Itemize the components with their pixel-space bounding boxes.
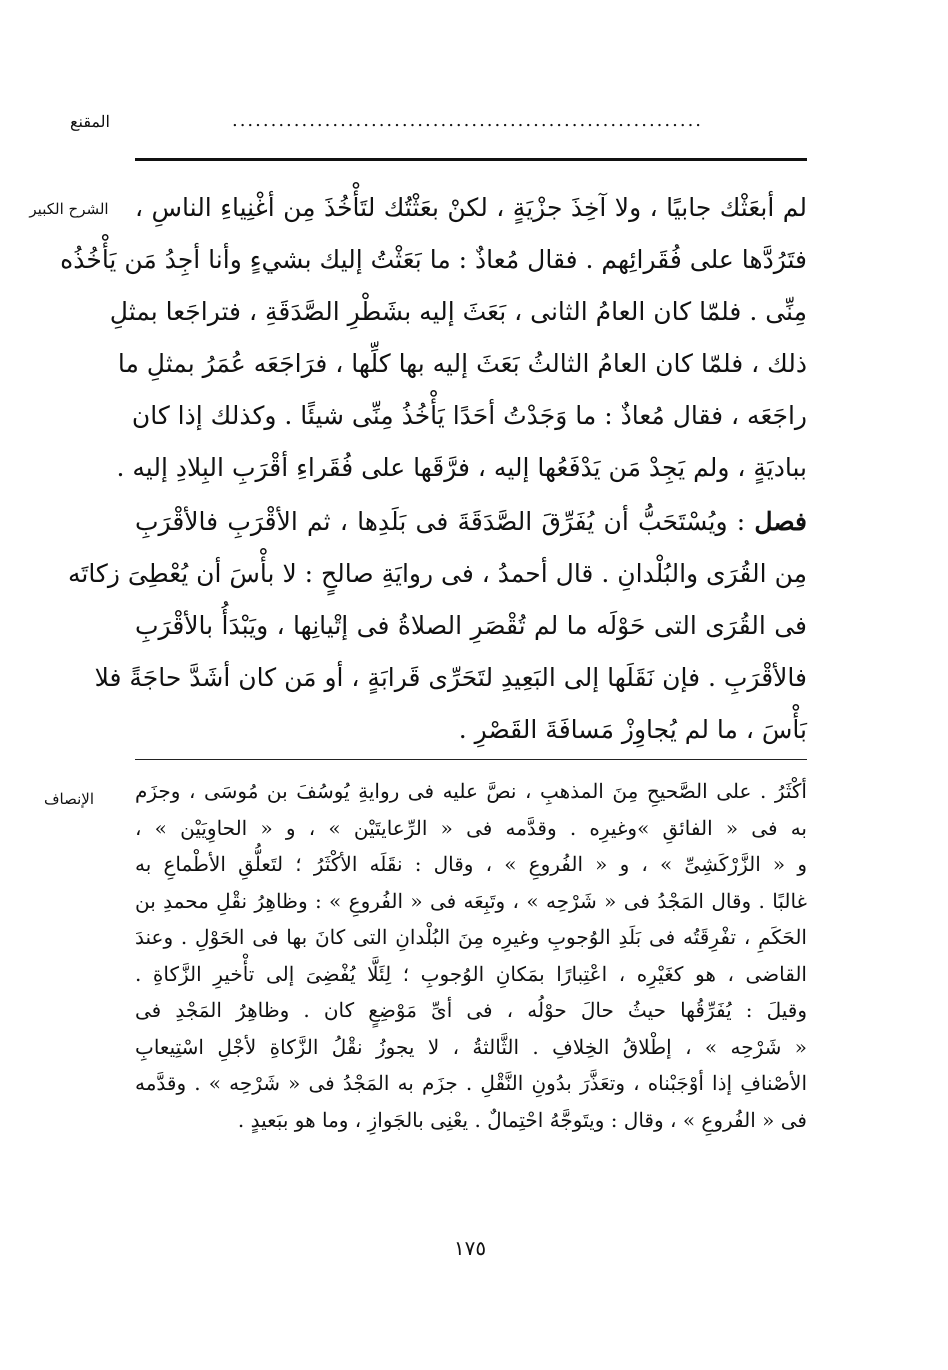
text-line: ذلك ، فلمّا كان العامُ الثالثُ بَعَثَ إليه بها كلِّها ، فرَاجَعَه عُمَرُ بمثلِ ما	[117, 349, 807, 378]
text-line: فتَرُدَّها على فُقَرائِهم . فقال مُعاذٌ : ما بَعَثْتُ إليك بشيءٍ وأنا أجِدُ مَن يَأْخُذُه	[60, 245, 807, 274]
footnote-line: الأصْنافِ إذا أوْجَبْناه ، وتعَذَّرَ بدُونِ النَّقْلِ . جزَم به المَجْدُ فى « شَرْحِه » . وقدَّمه	[135, 1071, 807, 1095]
section-divider	[135, 759, 807, 760]
side-label-insaf: الإنصاف	[43, 790, 95, 808]
text-line: بَأْسَ ، ما لم يُجاوِزْ مَسافَةَ القَصْرِ .	[458, 715, 807, 744]
header-rule	[135, 158, 807, 161]
footnote-line: به فى « الفائقِ »وغيرِه . وقدَّمه فى « الرِّعايتَيْن » ، و « الحاوِيَيْن » ،	[135, 815, 807, 840]
footnote-line: فى « الفُروعِ » ، وقال : ويتَوجَّهُ احْتِمالٌ . يعْنِى بالجَوازِ ، وما هو ببَعيدٍ .	[237, 1107, 807, 1132]
footnote-text	[135, 773, 807, 1138]
fasl-heading: فصل	[754, 507, 807, 536]
page-number: ١٧٥	[453, 1236, 487, 1260]
footnote-line: و « الزَّرْكَشِىِّ » ، و « الفُروعِ » ، وقال : نقَلَه الأكْثَرُ ؛ لتَعلُّقِ الأطْماعِ به	[135, 852, 807, 876]
text-line: لم أبعَثْك جابيًا ، ولا آخِذَ جزْيَةٍ ، لكنْ بعَثْتُك لتَأْخُذَ مِن أغْنِياءِ الناسِ ،	[135, 193, 807, 222]
footnote-line: وقيلَ : يُفَرِّقُها حيثُ حالَ حوْلُه ، فى أىِّ مَوْضِعٍ كان . وظاهِرُ المَجْدِ فى	[135, 998, 807, 1022]
text-line: فالأقْرَبِ . فإن نَقَلَها إلى البَعِيدِ لتَحَرِّى قَرابَةٍ ، أو مَن كان أشَدَّ حاجَةً فلا	[94, 663, 807, 692]
fasl-first-line: : ويُسْتَحَبُّ أن يُفَرِّقَ الصَّدَقَةَ فى بَلَدِها ، ثم الأقْرَبِ فالأقْرَبِ	[135, 507, 755, 536]
header-dotted-leader: .............................................................	[231, 110, 704, 131]
side-label-sharh: الشرح الكبير	[29, 200, 109, 218]
footnote-line: أكْثَرُ . على الصَّحيحِ مِنَ المذهبِ ، نصَّ عليه فى روايةِ يُوسُفَ بن مُوسَى ، وجزَم	[135, 779, 807, 803]
text-line: بباديَةٍ ، ولم يَجِدْ مَن يَدْفَعُها إليه ، فرَّقَها على فُقَراءِ أقْرَبِ البِلادِ إليه .	[116, 453, 807, 482]
text-line: مِن القُرَى والبُلْدانِ . قال أحمدُ ، فى روايَةِ صالحٍ : لا بأْسَ أن يُعْطِىَ زكاتَه	[67, 559, 807, 588]
text-line: راجَعَه ، فقال مُعاذٌ : ما وَجَدْتُ أحَدًا يَأْخُذُ مِنِّى شيئًا . وكذلك إذا كان	[131, 401, 807, 430]
footnote-line: القاضى ، هو كغَيْرِه ، اعْتِبارًا بمَكانِ الوُجوبِ ؛ لِئَلَّا يُفْضِىَ إلى تأْخيرِ الزَّكاةِ .	[135, 961, 807, 986]
footnote-line: غالبًا . وقال المَجْدُ فى « شَرْحِه » ، وتَبِعَه فى « الفُروعِ » : وظاهِرُ نقْلِ محمدِ بن	[135, 888, 807, 913]
book-title: المقنع	[69, 112, 110, 131]
text-line: مِنِّى . فلمّا كان العامُ الثانى ، بَعَثَ إليه بشَطْرِ الصَّدَقَةِ ، فتراجَعا بمثلِ	[109, 297, 807, 326]
main-paragraph-2	[67, 496, 807, 756]
footnote-line: « شَرْحِه » ، إطْلاقُ الخِلافِ . الثَّالثةُ ، لا يجوزُ نقْلُ الزَّكاةِ لأجْلِ اسْتِيعابِ	[135, 1034, 807, 1059]
text-line: فى القُرَى التى حَوْلَه ما لم تُقْصَرِ الصلاةُ فى إتْيانِها ، ويَبْدَأُ بالأقْرَبِ	[135, 611, 807, 640]
footnote-line: الحَكَمِ ، تفْرِقَتُه فى بَلَدِ الوُجوبِ وغيرِه مِنَ البُلْدانِ التى كانَ بها فى الحَوْلِ . وعندَ	[135, 925, 807, 949]
text-line	[135, 496, 807, 548]
